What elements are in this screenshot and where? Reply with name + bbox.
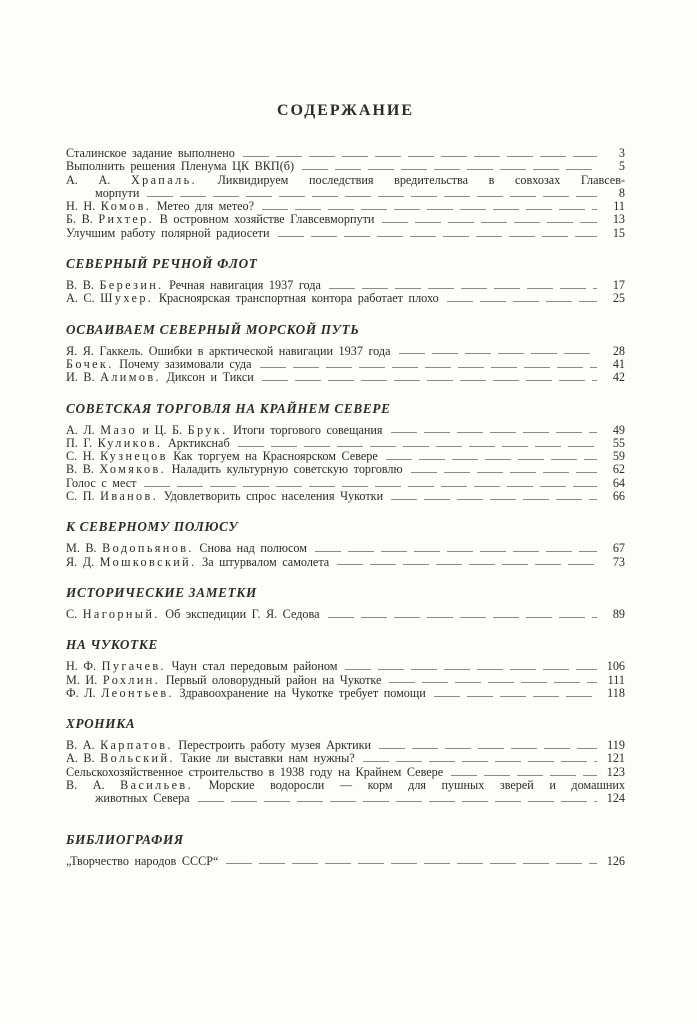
page-title: СОДЕРЖАНИЕ	[276, 102, 415, 119]
leader-line	[238, 446, 597, 447]
toc-entry	[66, 200, 625, 213]
author-surname: Брук.	[187, 422, 228, 437]
leader-line	[262, 209, 597, 210]
page-number: 64	[612, 475, 625, 490]
entry-text	[66, 766, 443, 779]
author-initials: И. В.	[66, 370, 95, 385]
toc-entry	[66, 345, 625, 358]
entry-title: Первый оловорудный район на Чукотке	[165, 672, 382, 687]
entry-author	[66, 370, 161, 384]
entry-text	[66, 855, 218, 868]
entry-author	[66, 462, 166, 476]
page-number: 111	[607, 672, 625, 687]
entry-title: Выполнить решения Пленума ЦК ВКП(б)	[66, 159, 295, 174]
entry-title: Сталинское задание выполнено	[66, 146, 235, 160]
entry-title: Метео для метео?	[156, 199, 254, 214]
entry-text	[66, 556, 329, 569]
leader-line	[243, 156, 597, 157]
leader-line	[391, 499, 597, 500]
author-initials: М. И.	[66, 672, 98, 687]
leader-line	[386, 459, 597, 460]
page-number: 124	[606, 791, 625, 806]
author-surname: Иванов.	[100, 489, 159, 504]
entry-text	[66, 213, 374, 226]
entry-title: В островном хозяйстве Главсевморпути	[159, 212, 375, 227]
page-number: 89	[612, 606, 625, 621]
entry-title: Итоги торгового совещания	[233, 422, 383, 437]
entry-text	[66, 739, 371, 752]
toc-section	[66, 256, 625, 306]
leader-line	[198, 801, 597, 802]
entry-title: Улучшим работу полярной радиосети	[66, 225, 270, 240]
entry-runover: морпути	[95, 185, 140, 200]
entry-title: Как торгуем на Красноярском Севере	[173, 449, 378, 464]
toc-entry	[66, 674, 625, 687]
entry-text	[66, 200, 254, 213]
entry-text	[66, 345, 391, 358]
toc-entry	[66, 160, 625, 173]
entry-author	[66, 751, 175, 765]
toc-entry	[66, 424, 625, 437]
toc-entry	[66, 855, 625, 868]
page-number: 25	[612, 291, 625, 306]
entry-author	[66, 686, 174, 700]
leader-line	[260, 367, 597, 368]
entry-text	[66, 147, 235, 160]
toc-entry	[66, 660, 625, 673]
page-number: 62	[612, 462, 625, 477]
entry-title: Удовлетворить спрос населения Чукотки	[163, 489, 384, 504]
leader-line	[278, 236, 597, 237]
leader-line	[434, 696, 597, 697]
section-heading: ОСВАИВАЕМ СЕВЕРНЫЙ МОРСКОЙ ПУТЬ	[66, 321, 360, 337]
leader-line	[144, 486, 597, 487]
toc-entry	[66, 739, 625, 752]
author-initials: Б. В.	[66, 212, 93, 227]
entry-author	[66, 673, 160, 687]
leader-line	[337, 564, 597, 565]
page-number: 59	[612, 449, 625, 464]
entry-text	[66, 292, 439, 305]
author-initials: В. А.	[66, 778, 105, 793]
leader-line	[147, 196, 597, 197]
author-initials: В. В.	[66, 462, 94, 477]
author-initials: П. Г.	[66, 435, 93, 450]
entry-title: Снова над полюсом	[199, 541, 307, 556]
page-number: 3	[618, 146, 625, 160]
toc-entry	[66, 437, 625, 450]
entry-text	[66, 437, 230, 450]
toc-entry	[66, 213, 625, 226]
section-heading: НА ЧУКОТКЕ	[66, 637, 159, 653]
entry-title: Об экспедиции Г. Я. Седова	[165, 606, 320, 621]
author-surname: Пугачев.	[101, 659, 166, 674]
author-surname: Мошковский.	[99, 554, 197, 569]
entry-text	[66, 279, 321, 292]
page-number: 11	[613, 199, 625, 214]
author-surname: Нагорный.	[82, 606, 160, 621]
entry-author	[66, 173, 197, 187]
entry-author	[66, 541, 194, 555]
entry-author	[66, 199, 151, 213]
toc-section	[66, 637, 625, 700]
entry-text	[66, 227, 270, 240]
entry-title: Арктикснаб	[168, 435, 230, 450]
author-initials: Ф. Л.	[66, 685, 96, 700]
section-heading: ИСТОРИЧЕСКИЕ ЗАМЕТКИ	[66, 584, 257, 600]
leader-line	[329, 288, 597, 289]
entry-text	[66, 424, 383, 437]
author-surname: Хомяков.	[99, 462, 167, 477]
author-surname: Рохлин.	[102, 672, 161, 687]
toc-entry	[66, 556, 625, 569]
entry-text	[66, 490, 383, 503]
page-number: 41	[612, 356, 625, 371]
author-surname: Водопьянов.	[102, 541, 194, 556]
leader-line	[262, 380, 597, 381]
toc-entry	[66, 227, 625, 240]
toc-entry	[66, 490, 625, 503]
toc-section	[66, 716, 625, 805]
toc-section	[66, 519, 625, 569]
author-initials: и	[142, 422, 150, 437]
page-number: 118	[607, 685, 625, 700]
author-initials: С.	[66, 606, 78, 621]
entry-text	[66, 358, 252, 371]
toc-entry	[66, 279, 625, 292]
author-initials: С. Н.	[66, 449, 95, 464]
author-surname: Карпатов.	[100, 738, 173, 753]
entry-author	[66, 423, 228, 437]
entry-text	[66, 542, 307, 555]
author-surname: Вольский.	[100, 751, 175, 766]
toc-entry	[66, 477, 625, 490]
author-initials: С. П.	[66, 489, 95, 504]
toc-entry	[66, 766, 625, 779]
entry-text	[66, 371, 254, 384]
toc-entry	[66, 687, 625, 700]
entry-title: Здравоохранение на Чукотке требует помощи	[179, 685, 426, 700]
entry-text	[66, 660, 337, 673]
author-initials: Н. Н.	[66, 199, 96, 214]
author-initials: А. С.	[66, 291, 95, 306]
toc-entry-first-line	[66, 174, 625, 187]
toc-entry	[66, 463, 625, 476]
entry-title: За штурвалом самолета	[202, 554, 330, 569]
page-number: 5	[618, 159, 625, 174]
leader-line	[389, 682, 597, 683]
author-surname: Куликов.	[97, 435, 163, 450]
entry-title: Такие ли выставки нам нужны?	[180, 751, 355, 766]
author-surname: Комов.	[100, 199, 152, 214]
author-surname: Васильев.	[120, 778, 194, 793]
author-initials: Я. Д.	[66, 554, 95, 569]
page-number: 67	[612, 541, 625, 556]
toc-entry	[66, 608, 625, 621]
leader-line	[447, 301, 597, 302]
toc-entry	[66, 371, 625, 384]
author-surname: Алимов.	[100, 370, 161, 385]
toc-entry	[66, 358, 625, 371]
entry-title: Наладить культурную советскую торговлю	[171, 462, 403, 477]
entry-title: Почему зазимовали суда	[119, 356, 252, 371]
entry-author	[66, 555, 197, 569]
leader-line	[411, 472, 597, 473]
entry-title: Красноярская транспортная контора работает плохо	[158, 291, 439, 306]
author-initials: Ц. Б.	[154, 422, 183, 437]
entry-text	[66, 450, 378, 463]
toc-entry	[66, 147, 625, 160]
toc-entry-first-line	[66, 779, 625, 792]
author-initials: В. А.	[66, 738, 95, 753]
author-initials: Я. Я. Гаккель.	[66, 343, 144, 358]
toc	[66, 147, 625, 868]
toc-section	[66, 832, 625, 868]
toc-entry	[66, 292, 625, 305]
author-surname: Мазо	[100, 422, 137, 437]
leader-line	[391, 432, 597, 433]
entry-text	[66, 687, 426, 700]
leader-line	[328, 617, 598, 618]
page-number: 66	[612, 489, 625, 504]
toc-section	[66, 322, 625, 385]
entry-author	[66, 344, 143, 358]
entry-author	[66, 738, 173, 752]
toc-section	[66, 585, 625, 621]
entry-text	[66, 477, 136, 490]
toc-section	[66, 401, 625, 504]
section-heading: К СЕВЕРНОМУ ПОЛЮСУ	[66, 519, 239, 535]
page-number: 42	[612, 370, 625, 385]
toc-entry-runover-line	[66, 792, 625, 805]
page-number: 8	[618, 185, 625, 200]
leader-line	[382, 222, 597, 223]
leader-line	[451, 775, 597, 776]
entry-title: Перестроить работу музея Арктики	[178, 738, 372, 753]
entry-author	[66, 212, 154, 226]
page-content	[66, 0, 625, 868]
entry-title: Диксон и Тикси	[166, 370, 254, 385]
entry-author	[66, 278, 164, 292]
author-initials: М. В.	[66, 541, 97, 556]
leader-line	[226, 863, 597, 864]
page-number: 121	[606, 751, 625, 766]
entry-text	[66, 608, 320, 621]
entry-title: Речная навигация 1937 года	[169, 278, 321, 293]
leader-line	[363, 761, 597, 762]
page-number: 15	[612, 225, 625, 240]
entry-title: Чаун стал передовым районом	[171, 659, 338, 674]
page-number: 17	[612, 278, 625, 293]
entry-text	[66, 463, 403, 476]
page-number: 73	[612, 554, 625, 569]
author-initials: Н. Ф.	[66, 659, 97, 674]
leader-line	[345, 669, 597, 670]
page-number: 55	[612, 435, 625, 450]
author-surname: Бочек.	[66, 356, 114, 371]
author-surname: Леонтьев.	[101, 685, 174, 700]
leader-line	[302, 169, 597, 170]
entry-text	[66, 674, 381, 687]
entry-title: Ошибки в арктической навигации 1937 года	[148, 343, 391, 358]
entry-title: Морские водоросли — корм для пушных зверей и домашних	[208, 778, 626, 793]
toc-entry	[66, 752, 625, 765]
entry-text	[66, 752, 355, 765]
page-number: 13	[612, 212, 625, 227]
toc-entry	[66, 450, 625, 463]
entry-title: Ликвидируем последствия вредительства в совхозах Главсев-	[217, 172, 626, 187]
section-heading: ХРОНИКА	[66, 716, 136, 732]
page-number: 106	[606, 659, 625, 674]
leader-line	[379, 748, 597, 749]
toc-section	[66, 147, 625, 240]
entry-author	[66, 436, 162, 450]
author-initials: В. В.	[66, 278, 94, 293]
entry-author	[66, 357, 114, 371]
entry-author	[66, 489, 158, 503]
entry-author	[66, 449, 168, 463]
entry-author	[66, 659, 166, 673]
entry-author	[66, 607, 160, 621]
leader-line	[315, 551, 597, 552]
author-surname: Кузнецов	[100, 449, 168, 464]
author-surname: Храпаль.	[130, 172, 198, 187]
toc-entry-runover-line	[66, 187, 625, 200]
page-number: 126	[606, 853, 625, 868]
leader-line	[399, 353, 597, 354]
author-surname: Шухер.	[100, 291, 154, 306]
entry-title: Голос с мест	[66, 475, 137, 490]
author-initials: А. Л.	[66, 422, 95, 437]
section-heading: БИБЛИОГРАФИЯ	[66, 831, 184, 847]
page-number: 123	[606, 764, 625, 779]
page-number: 49	[612, 422, 625, 437]
page-number: 119	[607, 738, 625, 753]
author-surname: Березин.	[99, 278, 164, 293]
entry-title: Сельскохозяйственное строительство в 1938 году на Крайнем Севере	[66, 764, 444, 779]
page-number: 28	[612, 343, 625, 358]
entry-author	[66, 778, 193, 792]
section-heading: СОВЕТСКАЯ ТОРГОВЛЯ НА КРАЙНЕМ СЕВЕРЕ	[66, 400, 391, 416]
entry-text	[66, 160, 294, 173]
entry-author	[66, 291, 153, 305]
toc-entry	[66, 542, 625, 555]
entry-title: „Творчество народов СССР“	[66, 853, 219, 868]
section-heading: СЕВЕРНЫЙ РЕЧНОЙ ФЛОТ	[66, 256, 258, 272]
entry-runover: животных Севера	[95, 791, 190, 806]
author-surname: Рихтер.	[98, 212, 155, 227]
author-initials: А. А.	[66, 172, 111, 187]
author-initials: А. В.	[66, 751, 95, 766]
